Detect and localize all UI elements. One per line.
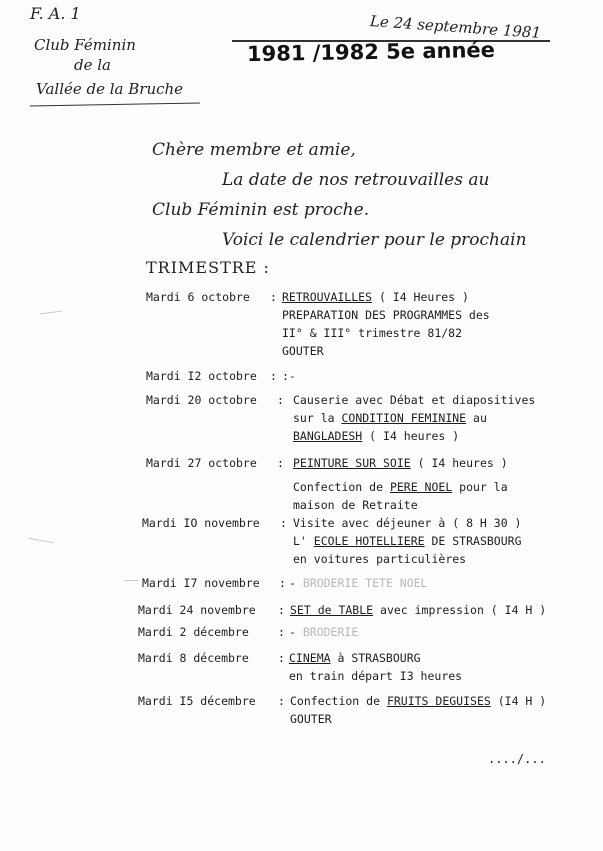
activity-text: Confection de (290, 694, 387, 708)
club-underline (30, 103, 200, 107)
continuation-mark: ..../... (488, 752, 546, 766)
letter-line-5: TRIMESTRE : (146, 258, 270, 277)
scan-mark (28, 538, 54, 543)
schedule-date: Mardi IO novembre (142, 516, 260, 530)
activity-text: BRODERIE (302, 625, 359, 639)
activity-line (293, 496, 508, 514)
schedule-date: Mardi 6 octobre (146, 290, 250, 304)
activity-text: sur la (293, 411, 342, 425)
schedule-activity (282, 367, 296, 385)
activity-line (282, 342, 490, 360)
season-headline: 1981 /1982 5e année (246, 37, 496, 67)
schedule-activity (289, 574, 427, 592)
activity-line (290, 710, 546, 728)
schedule-activity (290, 692, 546, 728)
activity-text: ( I4 Heures ) (372, 290, 469, 304)
activity-text: SET de TABLE (290, 603, 374, 617)
club-name-line-2: de la (74, 56, 111, 74)
activity-line (289, 649, 462, 667)
schedule-date: Mardi 8 décembre (138, 651, 249, 665)
schedule-date: Mardi 20 octobre (146, 393, 257, 407)
letter-line-2: La date de nos retrouvailles au (222, 170, 490, 190)
club-name-line-3: Vallée de la Bruche (36, 80, 184, 98)
activity-text: PREPARATION DES PROGRAMMES des (282, 308, 490, 322)
schedule-activity (289, 623, 358, 641)
activity-text: Confection de (293, 480, 390, 494)
greeting: Chère membre et amie, (152, 140, 356, 160)
activity-text: ECOLE HOTELLIERE (313, 534, 425, 548)
activity-line (282, 324, 490, 342)
activity-text: pour la (452, 480, 508, 494)
schedule-separator: : (278, 651, 285, 665)
activity-text: - (289, 576, 303, 590)
scan-mark (40, 310, 62, 314)
schedule-date: Mardi 24 novembre (138, 603, 256, 617)
activity-text: au (466, 411, 487, 425)
activity-text: avec impression ( I4 H ) (373, 603, 547, 617)
activity-line (282, 367, 296, 385)
activity-text: en voitures particulières (293, 552, 467, 566)
activity-text: FRUITS DEGUISES (386, 694, 491, 708)
activity-text: (I4 H ) (490, 694, 547, 708)
schedule-separator: : (280, 516, 287, 530)
schedule-separator: : (278, 625, 285, 639)
schedule-separator: : (270, 290, 277, 304)
activity-text: DE STRASBOURG (424, 534, 522, 548)
activity-text: :- (282, 369, 296, 383)
activity-line (293, 391, 535, 409)
activity-line (293, 478, 508, 496)
activity-text: CONDITION FEMININE (341, 411, 467, 425)
schedule-activity (290, 601, 546, 619)
schedule-activity (289, 649, 462, 685)
schedule-separator: : (270, 369, 277, 383)
activity-text: GOUTER (290, 712, 332, 726)
activity-text: Visite avec déjeuner à ( 8 H 30 ) (293, 516, 522, 530)
activity-line (282, 288, 490, 306)
activity-text: en train départ I3 heures (289, 669, 463, 683)
schedule-activity (293, 454, 508, 514)
schedule-activity (293, 514, 522, 568)
activity-line (290, 601, 546, 619)
activity-line (289, 623, 358, 641)
schedule-activity (282, 288, 490, 360)
schedule-date: Mardi 27 octobre (146, 456, 257, 470)
activity-text: II° & III° trimestre 81/82 (282, 326, 463, 340)
activity-line (293, 409, 535, 427)
letter-line-4: Voici le calendrier pour le prochain (222, 230, 527, 250)
activity-text: CINEMA (289, 651, 331, 665)
schedule-separator: : (279, 576, 286, 590)
activity-line (289, 574, 427, 592)
activity-text: - (289, 625, 303, 639)
activity-line (293, 532, 522, 550)
schedule-activity (293, 391, 535, 445)
letter-date: Le 24 septembre 1981 (369, 12, 542, 42)
schedule-separator: : (278, 694, 285, 708)
schedule-separator: : (278, 603, 285, 617)
activity-text: PEINTURE SUR SOIE (293, 456, 411, 470)
schedule-date: Mardi I7 novembre (142, 576, 260, 590)
schedule-date: Mardi I5 décembre (138, 694, 256, 708)
schedule-date: Mardi I2 octobre (146, 369, 257, 383)
scan-mark (124, 580, 138, 581)
activity-line (282, 306, 490, 324)
activity-line (290, 692, 546, 710)
activity-line (293, 550, 522, 568)
activity-text: L' (293, 534, 314, 548)
activity-line (293, 427, 535, 445)
schedule-separator: : (277, 456, 284, 470)
activity-line (293, 454, 508, 472)
activity-text: RETROUVAILLES (282, 290, 373, 304)
reference-code: F. A. 1 (30, 4, 81, 23)
activity-text: ( I4 heures ) (362, 429, 460, 443)
activity-text: BRODERIE TETE NOEL (302, 576, 428, 590)
schedule-date: Mardi 2 décembre (138, 625, 249, 639)
activity-line (293, 514, 522, 532)
activity-line (289, 667, 462, 685)
activity-text: GOUTER (282, 344, 324, 358)
activity-text: Causerie avec Débat et diapositives (293, 393, 536, 407)
activity-text: BANGLADESH (293, 429, 363, 443)
activity-text: maison de Retraite (293, 498, 418, 512)
club-name-line-1: Club Féminin (34, 36, 136, 54)
activity-text: à STRASBOURG (330, 651, 421, 665)
schedule-separator: : (277, 393, 284, 407)
activity-text: ( I4 heures ) (410, 456, 508, 470)
letter-line-3: Club Féminin est proche. (152, 200, 370, 220)
activity-text: PERE NOEL (389, 480, 453, 494)
